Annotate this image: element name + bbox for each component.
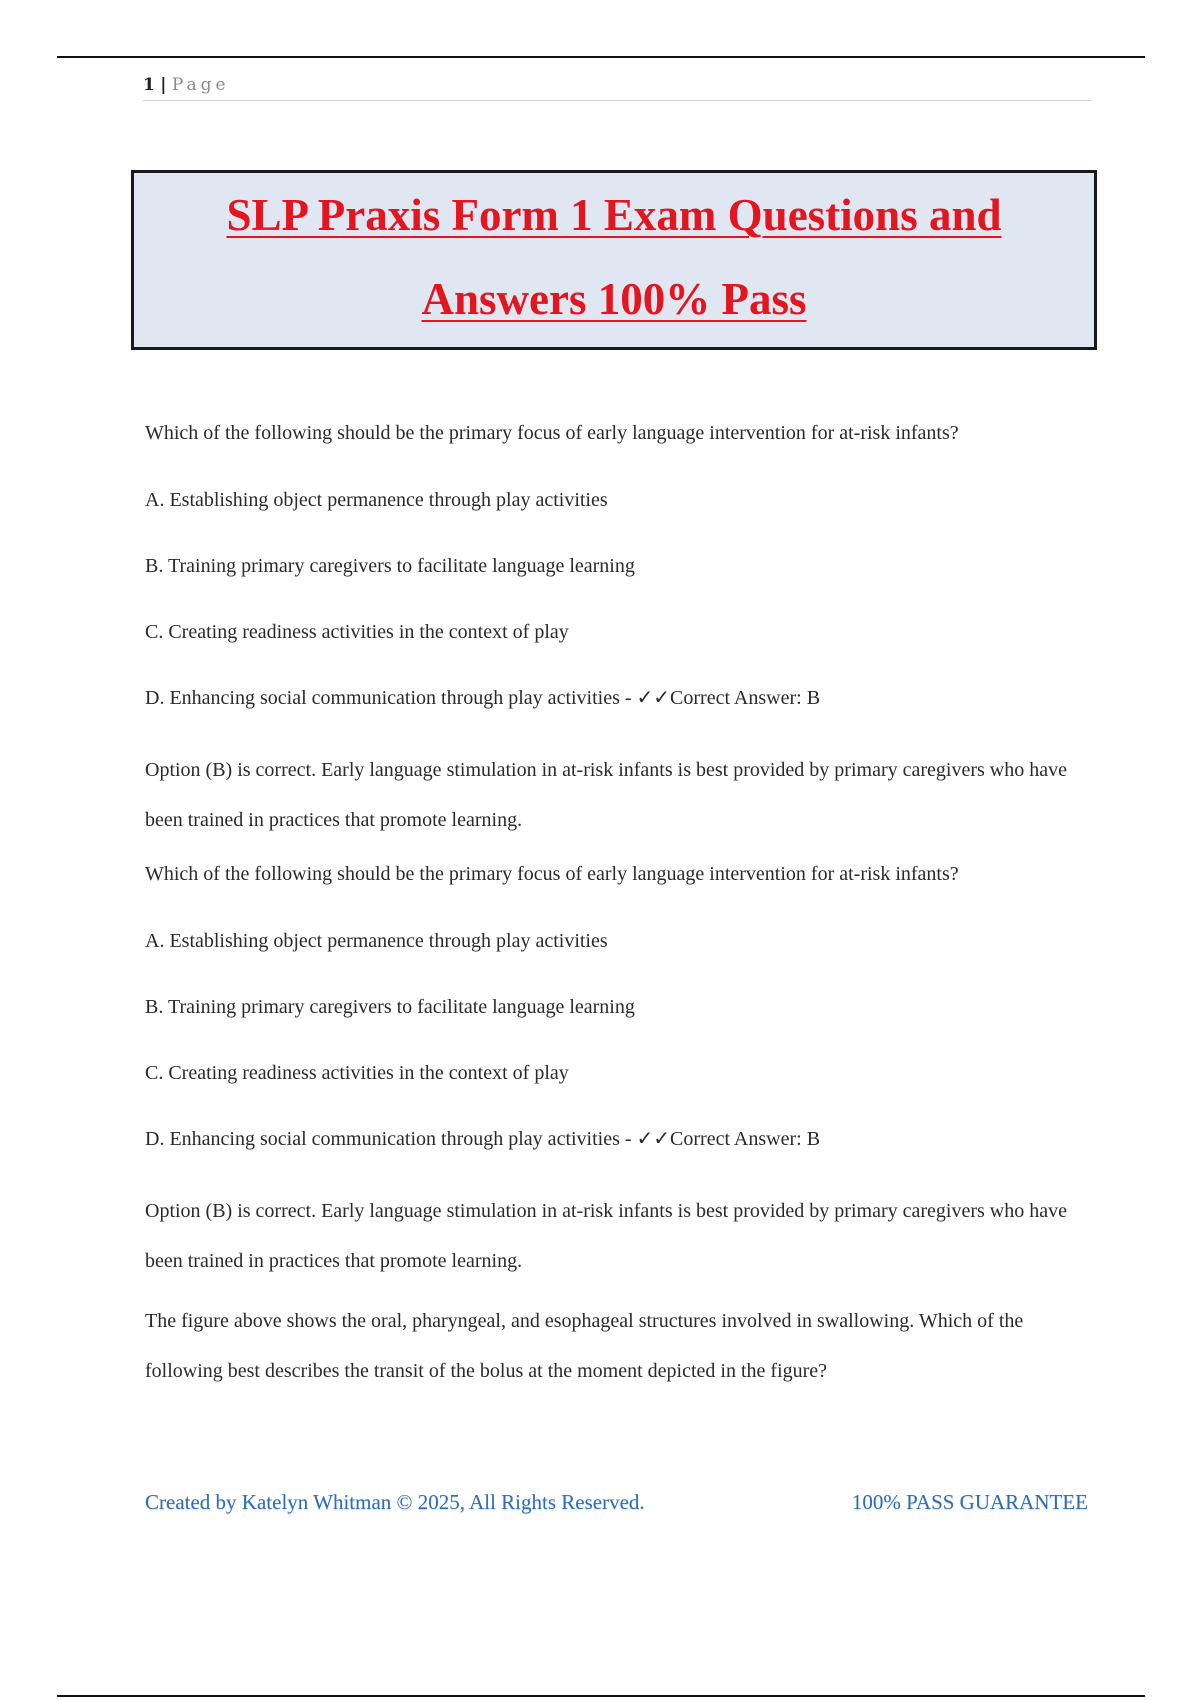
answer-explanation: Option (B) is correct. Early language stimulation in at-risk infants is best provided by primary caregivers who have been trained in practices that promote learning. [145, 759, 1067, 831]
page-separator: | [160, 75, 167, 95]
answer-option: A. Establishing object permanence through play activities [145, 930, 608, 952]
answer-option-with-correct-answer: D. Enhancing social communication through play activities - ✓✓Correct Answer: B [145, 687, 821, 709]
page-label: Page [171, 75, 230, 95]
title-box [131, 170, 1097, 350]
page-number: 1 [143, 75, 155, 95]
answer-option: A. Establishing object permanence through play activities [145, 489, 608, 511]
title-line-2: Answers 100% Pass [421, 274, 807, 324]
answer-option: C. Creating readiness activities in the context of play [145, 1062, 569, 1084]
title-line-1: SLP Praxis Form 1 Exam Questions and [226, 190, 1002, 240]
page-header [143, 72, 1091, 101]
question-text: Which of the following should be the primary focus of early language intervention for at-risk infants? [145, 422, 959, 444]
footer-guarantee: 100% PASS GUARANTEE [851, 1490, 1088, 1514]
answer-option-with-correct-answer: D. Enhancing social communication through play activities - ✓✓Correct Answer: B [145, 1128, 821, 1150]
footer-copyright: Created by Katelyn Whitman © 2025, All Rights Reserved. [145, 1490, 645, 1514]
answer-explanation: Option (B) is correct. Early language stimulation in at-risk infants is best provided by primary caregivers who have been trained in practices that promote learning. [145, 1200, 1067, 1272]
top-rule [57, 56, 1145, 58]
answer-option: B. Training primary caregivers to facilitate language learning [145, 555, 635, 577]
question-text: Which of the following should be the primary focus of early language intervention for at-risk infants? [145, 863, 959, 885]
answer-option: C. Creating readiness activities in the context of play [145, 621, 569, 643]
question-text: The figure above shows the oral, pharyngeal, and esophageal structures involved in swallowing. Which of the following best describes the transit of the bolus at the moment depicted in the figure? [145, 1310, 1024, 1382]
page-footer [145, 1490, 1088, 1524]
bottom-rule [57, 1695, 1145, 1697]
document-body [145, 414, 1085, 1396]
answer-option: B. Training primary caregivers to facilitate language learning [145, 996, 635, 1018]
